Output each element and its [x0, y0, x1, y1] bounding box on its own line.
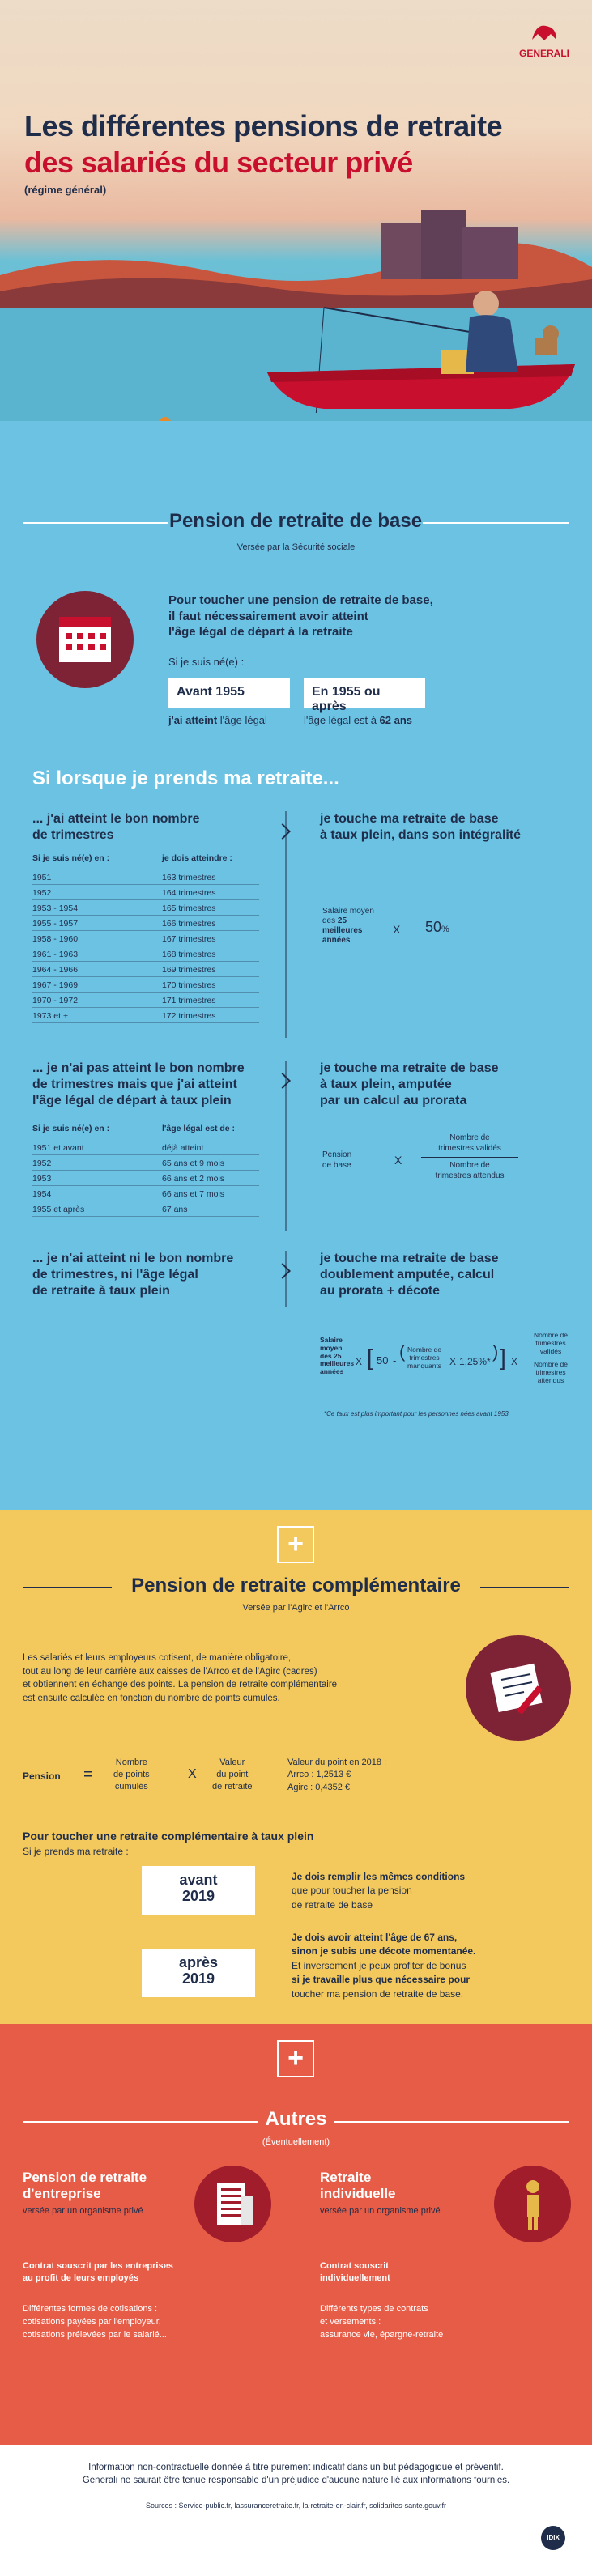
avant-2019-badge [142, 1866, 255, 1915]
table-cell-year: 1952 [32, 1158, 52, 1168]
base-intro-line: il faut nécessairement avoir atteint [168, 609, 368, 623]
era-text: toucher ma pension de retraite de base. [292, 1987, 464, 2000]
case1-separator [285, 811, 287, 1038]
disclaimer-line: Generali ne saurait être tenue responsable d'un préjudice d'aucune nature lié aux informations fournies. [82, 2476, 510, 2486]
table-header: Si je suis né(e) en : [32, 1124, 110, 1133]
page-subtitle: (régime général) [24, 184, 107, 196]
agirc-value: Agirc : 0,4352 € [287, 1782, 351, 1792]
sources: Sources : Service-public.fr, lassuranceretraite.fr, la-retraite-en-clair.fr, solidarites-sante.gouv.fr [146, 2502, 446, 2510]
title-rule-right [334, 2121, 569, 2123]
case2-left-line: ... je n'ai pas atteint le bon nombre [32, 1061, 245, 1075]
case3-left [32, 1251, 233, 1299]
era-text: Je dois avoir atteint l'âge de 67 ans, [292, 1932, 458, 1943]
case3-right [320, 1251, 499, 1299]
disclaimer-line: Information non-contractuelle donnée à titre purement indicatif dans un but pédagogique et préventif. [88, 2463, 504, 2472]
formula-text: meilleures [320, 1359, 355, 1368]
compl-title: Pension de retraite complémentaire [131, 1575, 461, 1596]
logo-text: GENERALI [518, 48, 569, 59]
f-value [212, 1757, 253, 1793]
case3-left-line: ... je n'ai atteint ni le bon nombre [32, 1252, 234, 1265]
point-value-label: Valeur du point en 2018 : [287, 1758, 387, 1767]
option2-caption [304, 714, 412, 726]
formula-text: années [322, 936, 351, 945]
compl-paragraph [23, 1651, 337, 1706]
fraction-numerator: Nombre de [533, 1331, 569, 1339]
title-rule-left [23, 1587, 112, 1588]
caption-text: l'âge légal [217, 714, 267, 726]
individual-pension-sub: versée par un organisme privé [320, 2206, 441, 2216]
company-b1 [23, 2260, 173, 2285]
era-text: Je dois remplir les mêmes conditions [292, 1871, 466, 1882]
title-rule-left [23, 522, 168, 524]
person-badge [494, 2166, 571, 2242]
formula-text: de base [322, 1161, 351, 1170]
formula-missing [407, 1346, 441, 1370]
option-1955-or-after: En 1955 ou après [304, 678, 425, 708]
base-pension-section [0, 421, 592, 1510]
fraction-numerator: trimestres validés [438, 1143, 501, 1153]
bullet-line: Différents types de contrats [320, 2304, 428, 2314]
table-cell-year: 1964 - 1966 [32, 965, 79, 975]
case3-separator [285, 1251, 287, 1307]
formula-text: moyen [320, 1343, 343, 1352]
table-cell-year: 1955 - 1957 [32, 919, 79, 929]
formula-text: Pension [322, 1150, 352, 1159]
formula-text: Nombre de [407, 1345, 442, 1354]
paragraph-line: est ensuite calculée en fonction du nombre de points cumulés. [23, 1694, 280, 1704]
case3-right-line: doublement amputée, calcul [320, 1268, 495, 1282]
table-cell-value: 66 ans et 2 mois [162, 1174, 225, 1184]
formula-rate: 1,25%* [459, 1356, 491, 1367]
formula-minus: - [393, 1354, 397, 1367]
base-intro [168, 593, 433, 640]
caption-bold: 62 ans [379, 714, 413, 726]
fraction-denominator: trimestres attendus [435, 1171, 505, 1180]
title-line: Pension de retraite [23, 2170, 147, 2185]
compl-subtitle: Versée par l'Agirc et l'Arrco [242, 1603, 350, 1613]
formula-text: années [320, 1367, 344, 1376]
formula-text: Nombre [115, 1758, 147, 1767]
case3-formula [320, 1332, 579, 1401]
chevron-right-icon [275, 1263, 291, 1279]
bullet-line: cotisations payées par l'employeur, [23, 2316, 161, 2327]
table-cell-value: 164 trimestres [162, 888, 216, 898]
case1-left-line: ... j'ai atteint le bon nombre [32, 812, 200, 826]
case3-right-line: au prorata + décote [320, 1284, 441, 1298]
table-cell-year: 1953 [32, 1174, 52, 1184]
era-year: 2019 [181, 1887, 215, 1904]
footer [0, 2445, 592, 2576]
paragraph-line: Les salariés et leurs employeurs cotisent, de manière obligatoire, [23, 1653, 292, 1663]
table-row [32, 962, 259, 977]
fraction-denominator: Nombre de [449, 1161, 490, 1170]
other-pensions-section [0, 2024, 592, 2445]
case2-right-line: à taux plein, amputée [320, 1078, 452, 1091]
title-line: d'entreprise [23, 2186, 101, 2202]
table-row [32, 869, 259, 885]
header-section [0, 0, 592, 421]
f-points [113, 1757, 150, 1793]
title-rule-left [23, 2121, 258, 2123]
case2-table [32, 1124, 259, 1217]
case1-right [320, 811, 521, 844]
table-header: l'âge légal est de : [162, 1124, 236, 1133]
f-times: X [188, 1767, 197, 1781]
chevron-right-icon [275, 1073, 291, 1089]
formula-text: Valeur [219, 1758, 245, 1767]
era-label: après [178, 1954, 219, 1970]
fraction-denominator: trimestres [535, 1368, 566, 1377]
formula-number: 25 [337, 916, 347, 925]
formula-number: 50 [425, 919, 442, 935]
table-cell-year: 1954 [32, 1189, 52, 1199]
individual-b1 [320, 2260, 390, 2285]
f-pension: Pension [23, 1770, 61, 1782]
case2-left-line: l'âge légal de départ à taux plein [32, 1094, 232, 1107]
paren-close: ) [492, 1341, 499, 1362]
contract-pen-icon [466, 1635, 571, 1741]
complementary-section [0, 1510, 592, 2024]
era-text: de retraite de base [292, 1898, 373, 1911]
era-year: 2019 [181, 1970, 215, 1987]
caption-text: l'âge légal est à [304, 714, 380, 726]
case2-formula-pension [322, 1150, 351, 1171]
table-row [32, 885, 259, 900]
lion-icon [528, 19, 560, 44]
formula-text: des [322, 916, 338, 925]
autres-title: Autres [265, 2108, 327, 2130]
formula-x1: X [356, 1356, 363, 1367]
formula-x2: X [449, 1356, 457, 1367]
when-title: Si lorsque je prends ma retraite... [32, 767, 339, 789]
case1-formula-salary [322, 907, 374, 946]
building-badge [194, 2166, 271, 2242]
era-text: que pour toucher la pension [292, 1885, 412, 1897]
bullet-line: assurance vie, épargne-retraite [320, 2329, 444, 2340]
base-intro-line: l'âge légal de départ à la retraite [168, 625, 353, 639]
table-cell-year: 1958 - 1960 [32, 934, 79, 944]
table-cell-year: 1967 - 1969 [32, 980, 79, 990]
formula-salary [320, 1337, 354, 1376]
bullet-line: cotisations prélevées par le salarié... [23, 2329, 167, 2340]
case1-table [32, 853, 259, 1023]
bullet-line: Contrat souscrit par les entreprises [23, 2261, 173, 2271]
table-cell-year: 1970 - 1972 [32, 996, 79, 1005]
f-point-values [287, 1757, 386, 1794]
formula-text: de retraite [212, 1781, 253, 1792]
option1-caption [168, 714, 267, 726]
bracket-open: [ [367, 1345, 373, 1370]
case1-left [32, 811, 200, 844]
table-row [32, 993, 259, 1008]
case2-right-line: je touche ma retraite de base [320, 1061, 499, 1075]
case2-formula-x: X [394, 1154, 402, 1167]
idix-badge: IDIX [541, 2526, 565, 2550]
arrco-value: Arrco : 1,2513 € [287, 1770, 351, 1780]
chevron-right-icon [275, 823, 291, 840]
title-line: Retraite [320, 2170, 372, 2185]
page-title-line2: des salariés du secteur privé [24, 146, 413, 179]
table-header: je dois atteindre : [162, 853, 232, 863]
table-cell-year: 1951 et avant [32, 1143, 84, 1153]
paragraph-line: et obtiennent en échange des points. La pension de retraite complémentaire [23, 1680, 338, 1690]
table-cell-year: 1952 [32, 888, 52, 898]
avant-text [292, 1870, 465, 1912]
case3-left-line: de trimestres, ni l'âge légal [32, 1268, 198, 1282]
fraction-bar [421, 1157, 518, 1158]
table-cell-value: 65 ans et 9 mois [162, 1158, 225, 1168]
fraction-numerator: trimestres [535, 1338, 566, 1347]
table-row [32, 931, 259, 946]
table-row [32, 946, 259, 962]
paragraph-line: tout au long de leur carrière aux caisses de l'Arrco et de l'Agirc (cadres) [23, 1666, 317, 1677]
plus-icon: + [277, 1526, 314, 1563]
base-intro-line: Pour toucher une pension de retraite de base, [168, 593, 433, 607]
title-rule-right [480, 1587, 569, 1588]
case1-right-line: je touche ma retraite de base [320, 812, 499, 826]
formula-fraction [524, 1332, 577, 1385]
company-b2 [23, 2303, 167, 2342]
table-cell-year: 1955 et après [32, 1205, 85, 1214]
person-icon [494, 2166, 571, 2242]
table-row [32, 1201, 259, 1217]
paren-open: ( [399, 1341, 406, 1362]
table-cell-value: 171 trimestres [162, 996, 216, 1005]
option-before-1955: Avant 1955 [168, 678, 290, 708]
base-title: Pension de retraite de base [168, 510, 423, 532]
apres-text [292, 1931, 475, 2001]
table-cell-value: 66 ans et 7 mois [162, 1189, 225, 1199]
era-text: Et inversement je peux profiter de bonus [292, 1959, 466, 1971]
fraction-denominator: attendus [537, 1375, 564, 1384]
page-title-line1: Les différentes pensions de retraite [24, 109, 503, 142]
bullet-line: et versements : [320, 2316, 381, 2327]
table-row [32, 1171, 259, 1186]
table-cell-value: déjà atteint [162, 1143, 204, 1153]
formula-text: trimestres [409, 1353, 440, 1362]
table-header: Si je suis né(e) en : [32, 853, 110, 863]
disclaimer [0, 2461, 592, 2487]
company-pension-title [23, 2170, 147, 2203]
table-cell-value: 67 ans [162, 1205, 188, 1214]
table-row [32, 1140, 259, 1155]
era-text: si je travaille plus que nécessaire pour [292, 1974, 471, 1986]
table-cell-year: 1961 - 1963 [32, 950, 79, 959]
company-pension-sub: versée par un organisme privé [23, 2206, 143, 2216]
table-cell-value: 170 trimestres [162, 980, 216, 990]
contract-badge [466, 1635, 571, 1741]
formula-x3: X [511, 1356, 518, 1367]
formula-text: cumulés [114, 1781, 148, 1792]
table-row [32, 916, 259, 931]
formula-text: Salaire [320, 1336, 343, 1344]
table-cell-value: 163 trimestres [162, 873, 216, 882]
case2-left [32, 1061, 245, 1109]
table-row [32, 1008, 259, 1023]
case1-left-line: de trimestres [32, 828, 114, 842]
table-cell-value: 168 trimestres [162, 950, 216, 959]
formula-text: meilleures [322, 926, 363, 935]
table-row [32, 900, 259, 916]
bullet-line: Différentes formes de cotisations : [23, 2304, 158, 2314]
formula-unit: % [441, 925, 449, 934]
table-cell-year: 1951 [32, 873, 52, 882]
formula-text: Salaire moyen [322, 907, 374, 916]
caption-bold: j'ai atteint [168, 714, 218, 726]
autres-subtitle: (Éventuellement) [262, 2137, 330, 2147]
era-text: sinon je subis une décote momentanée. [292, 1945, 476, 1958]
case2-right [320, 1061, 499, 1109]
fraction-denominator: Nombre de [533, 1360, 569, 1369]
case2-left-line: de trimestres mais que j'ai atteint [32, 1078, 237, 1091]
formula-text: manquants [407, 1361, 442, 1370]
formula-text: du point [216, 1769, 249, 1779]
apres-2019-badge [142, 1949, 255, 1997]
case3-right-line: je touche ma retraite de base [320, 1252, 499, 1265]
case2-fraction [421, 1133, 518, 1181]
table-cell-value: 172 trimestres [162, 1011, 216, 1021]
table-cell-year: 1953 - 1954 [32, 903, 79, 913]
fraction-numerator: Nombre de [449, 1133, 490, 1142]
table-cell-value: 165 trimestres [162, 903, 216, 913]
calendar-icon [36, 591, 134, 688]
taux-subtitle: Si je prends ma retraite : [23, 1846, 129, 1857]
f-equals: = [83, 1766, 93, 1783]
case1-right-line: à taux plein, dans son intégralité [320, 828, 522, 842]
formula-fifty: 50 [377, 1354, 389, 1367]
base-subtitle: Versée par la Sécurité sociale [236, 542, 356, 552]
bracket-close: ] [500, 1345, 506, 1370]
case3-left-line: de retraite à taux plein [32, 1284, 170, 1298]
title-rule-right [423, 522, 569, 524]
table-cell-year: 1973 et + [32, 1011, 69, 1021]
bullet-line: au profit de leurs employés [23, 2273, 139, 2284]
era-label: avant [179, 1872, 218, 1888]
title-line: individuelle [320, 2186, 396, 2202]
fisherman-boat-illustration [267, 243, 591, 413]
plus-icon: + [277, 2040, 314, 2077]
table-cell-value: 166 trimestres [162, 919, 216, 929]
table-cell-value: 169 trimestres [162, 965, 216, 975]
formula-text: des 25 [320, 1351, 342, 1360]
table-row [32, 1186, 259, 1201]
fraction-numerator: validés [539, 1346, 562, 1355]
case2-right-line: par un calcul au prorata [320, 1094, 467, 1107]
case3-note: *Ce taux est plus important pour les personnes nées avant 1953 [324, 1410, 509, 1418]
formula-text: de points [113, 1769, 150, 1779]
generali-logo [518, 19, 570, 59]
taux-title: Pour toucher une retraite complémentaire à taux plein [23, 1830, 314, 1843]
individual-pension-title [320, 2170, 396, 2203]
bullet-line: individuellement [320, 2273, 390, 2284]
born-label: Si je suis né(e) : [168, 656, 245, 668]
table-row [32, 1155, 259, 1171]
table-cell-value: 167 trimestres [162, 934, 216, 944]
bullet-line: Contrat souscrit [320, 2261, 389, 2271]
calendar-badge [36, 591, 134, 688]
case1-formula-x: X [393, 923, 401, 936]
table-row [32, 977, 259, 993]
office-building-icon [194, 2166, 271, 2242]
case1-formula-rate [425, 919, 449, 936]
individual-b2 [320, 2303, 443, 2342]
